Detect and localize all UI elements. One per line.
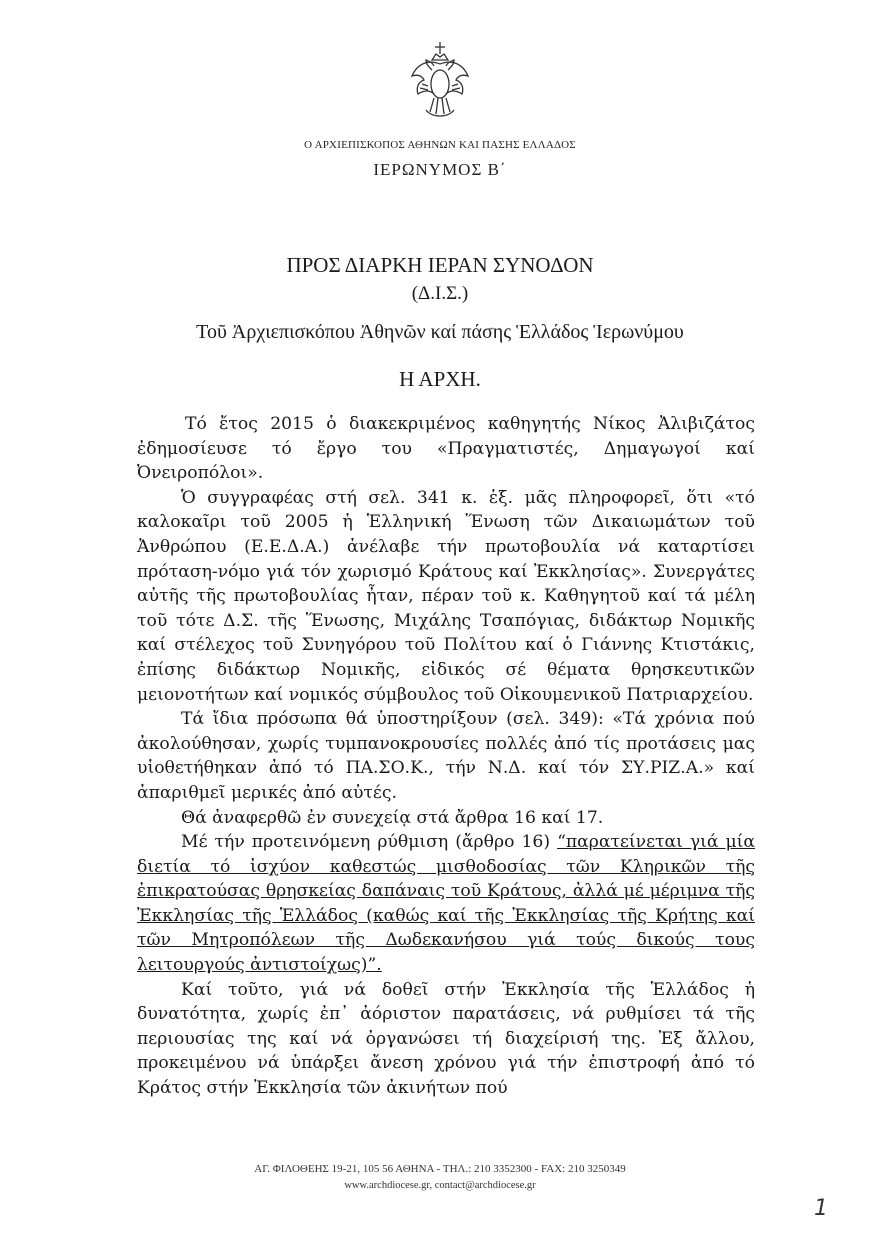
archbishop-name: ΙΕΡΩΝΥΜΟΣ Β΄ <box>373 160 507 179</box>
footer-web: www.archdiocese.gr, contact@archdiocese.gr <box>344 1180 536 1191</box>
section-heading: Η ΑΡΧΗ. <box>399 367 481 391</box>
page-number: 1 <box>814 1196 828 1221</box>
recipient-abbreviation: (Δ.Ι.Σ.) <box>411 283 469 304</box>
double-headed-eagle-icon <box>408 40 472 124</box>
paragraph-2: Ὁ συγγραφέας στή σελ. 341 κ. ἑξ. μᾶς πληροφορεῖ, ὅτι «τό καλοκαῖρι τοῦ 2005 ἡ Ἑλληνική Ἕνωση τῶν Δικαιωμάτων τοῦ Ἀνθρώπου (Ε.Ε.Δ.Α.) ἀνέλαβε τήν πρωτοβουλία νά καταρτίσει πρόταση-νόμο γιά τόν χωρισμό Κράτους καί Ἐκκλησίας». Συνεργάτες αὐτῆς τῆς πρωτοβουλίας ἦταν, πέραν τοῦ κ. Καθηγητοῦ καί τά μέλη τοῦ τότε Δ.Σ. τῆς Ἕνωσης, Μιχάλης Τσαπόγιας, διδάκτωρ Νομικῆς καί στέλεχος τοῦ Συνηγόρου τοῦ Πολίτου καί ὁ Γιάννης Κτιστάκις, ἐπίσης διδάκτωρ Νομικῆς, εἰδικός σέ θέματα θρησκευτικῶν μειονοτήτων καί νομικός σύμβουλος τοῦ Οἰκουμενικοῦ Πατριαρχείου. <box>137 487 755 705</box>
paragraph-4: Θά ἀναφερθῶ ἐν συνεχείᾳ στά ἄρθρα 16 καί 17. <box>181 807 604 828</box>
office-title: Ο ΑΡΧΙΕΠΙΣΚΟΠΟΣ ΑΘΗΝΩΝ ΚΑΙ ΠΑΣΗΣ ΕΛΛΑΔΟΣ <box>304 139 576 151</box>
paragraph-5 <box>137 830 755 978</box>
underlined-quote: “παρατείνεται γιά μία διετία τό ἰσχύον καθεστώς μισθοδοσίας τῶν Κληρικῶν τῆς ἐπικρατούσας θρησκείας δαπάναις τοῦ Κράτους, ἀλλά μέ μέριμνα τῆς Ἐκκλησίας τῆς Ἑλλάδος (καθώς καί τῆς Ἐκκλησίας τῆς Κρήτης καί τῶν Μητροπόλεων τῆς Δωδεκανήσου γιά τούς δικούς τους λειτουργούς ἀντιστοίχως)”. <box>137 832 756 976</box>
paragraph-5-lead: Μέ τήν προτεινόμενη ρύθμιση (ἄρθρο 16) <box>181 832 558 853</box>
recipient-title: ΠΡΟΣ ΔΙΑΡΚΗ ΙΕΡΑΝ ΣΥΝΟΔΟΝ <box>286 253 594 277</box>
paragraph-6: Καί τοῦτο, γιά νά δοθεῖ στήν Ἐκκλησία τῆς Ἑλλάδος ἡ δυνατότητα, χωρίς ἐπ᾽ ἀόριστον παρατάσεις, νά ρυθμίσει τά τῆς περιουσίας της καί νά ὀργανώσει τή διαχείρισή της. Ἐξ ἄλλου, προκειμένου νά ὑπάρξει ἄνεση χρόνου γιά τήν ἐπιστροφή ἀπό τό Κράτος στήν Ἐκκλησία τῶν ἀκινήτων πού <box>137 979 755 1099</box>
paragraph-1: Τό ἔτος 2015 ὁ διακεκριμένος καθηγητής Νίκος Ἀλιβιζάτος ἐδημοσίευσε τό ἔργο του «Πραγματιστές, Δημαγωγοί καί Ὀνειροπόλοι». <box>137 414 755 484</box>
letter-body <box>137 412 755 1101</box>
footer-address: ΑΓ. ΦΙΛΟΘΕΗΣ 19-21, 105 56 ΑΘΗΝΑ - ΤΗΛ.: 210 3352300 - FAX: 210 3250349 <box>254 1163 626 1175</box>
paragraph-3: Τά ἴδια πρόσωπα θά ὑποστηρίξουν (σελ. 349): «Τά χρόνια πού ἀκολούθησαν, χωρίς τυμπανοκρουσίες πολλές ἀπό τίς προτάσεις μας υἱοθετήθηκαν ἀπό τό ΠΑ.ΣΟ.Κ., τήν Ν.Δ. καί τόν ΣΥ.ΡΙΖ.Α.» καί ἀπαριθμεῖ μερικές ἀπό αὐτές. <box>137 709 755 803</box>
sender-line: Τοῦ Ἀρχιεπισκόπου Ἀθηνῶν καί πάσης Ἑλλάδος Ἱερωνύμου <box>196 321 684 343</box>
